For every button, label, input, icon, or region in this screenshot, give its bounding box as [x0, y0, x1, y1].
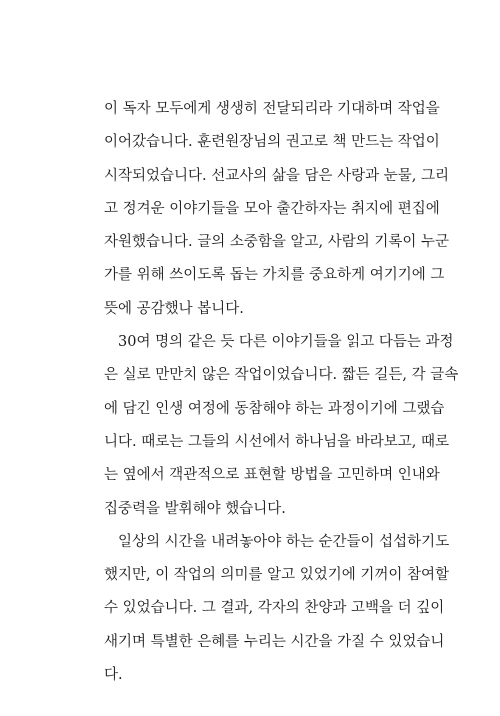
text-line: 에 담긴 인생 여정에 동참해야 하는 과정이기에 그랬습	[104, 400, 445, 417]
text-line: 했지만, 이 작업의 의미를 알고 있었기에 기꺼이 참여할	[104, 567, 450, 584]
text-line: 는 옆에서 객관적으로 표현할 방법을 고민하며 인내와	[104, 467, 440, 484]
text-line: 고 정겨운 이야기들을 모아 출간하자는 취지에 편집에	[104, 200, 440, 217]
text-line: 이 독자 모두에게 생생히 전달되리라 기대하며 작업을	[104, 101, 440, 117]
paragraph-3	[104, 526, 450, 692]
page-body	[104, 93, 459, 692]
text-line: 다.	[104, 667, 123, 684]
text-line: 새기며 특별한 은혜를 누리는 시간을 가질 수 있었습니	[104, 633, 445, 650]
text-line: 시작되었습니다. 선교사의 삶을 담은 사랑과 눈물, 그리	[104, 167, 450, 184]
text-line: 일상의 시간을 내려놓아야 하는 순간들이 섭섭하기도	[118, 533, 450, 550]
paragraph-1	[104, 93, 450, 326]
text-line: 가를 위해 쓰이도록 돕는 가치를 중요하게 여기기에 그	[104, 267, 445, 284]
text-line: 자원했습니다. 글의 소중함을 알고, 사람의 기록이 누군	[104, 234, 450, 251]
text-line: 집중력을 발휘해야 했습니다.	[104, 500, 286, 517]
text-line: 뜻에 공감했나 봅니다.	[104, 300, 244, 317]
text-line: 이어갔습니다. 훈련원장님의 권고로 책 만드는 작업이	[104, 134, 440, 151]
text-line: 은 실로 만만치 않은 작업이었습니다. 짧든 길든, 각 글속	[104, 367, 459, 384]
text-line: 수 있었습니다. 그 결과, 각자의 찬양과 고백을 더 깊이	[104, 600, 445, 617]
paragraph-2	[104, 326, 459, 526]
text-line: 30여 명의 같은 듯 다른 이야기들을 읽고 다듬는 과정	[118, 334, 454, 351]
text-line: 니다. 때로는 그들의 시선에서 하나님을 바라보고, 때로	[104, 433, 450, 450]
